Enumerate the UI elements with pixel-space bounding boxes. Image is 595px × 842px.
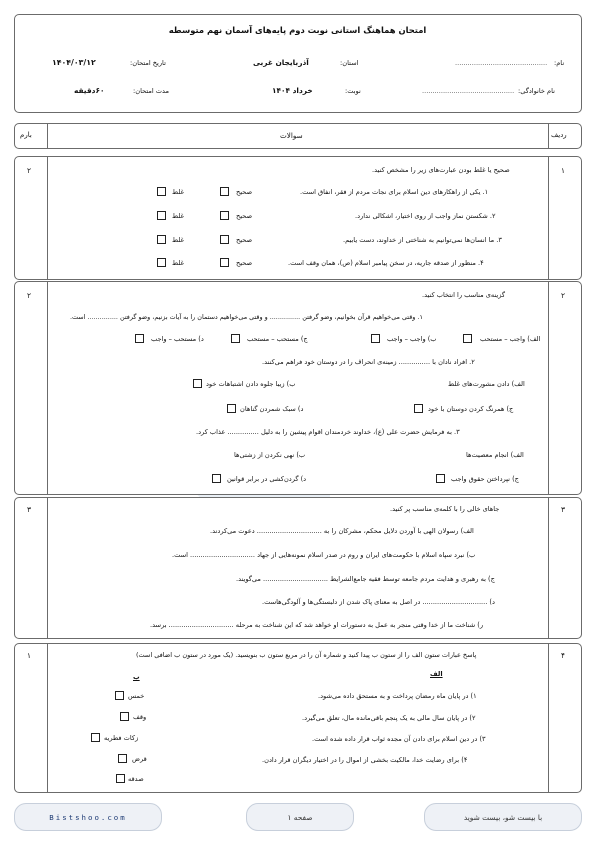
footer-slogan-text: با بیست شو، بیست شوید — [463, 812, 543, 822]
q4-b-checkbox-5[interactable] — [116, 774, 125, 783]
q4-b-item-3: زکات فطریه — [104, 734, 139, 742]
q1-false-label-1: غلط — [172, 188, 184, 196]
q1-item-2: ۲. شکستن نماز واجب از روی اختیار، اشکالی ندارد. — [355, 212, 496, 220]
q4-b-item-2: وقف — [133, 713, 147, 721]
q1-title: صحیح یا غلط بودن عبارت‌های زیر را مشخص کنید. — [372, 166, 510, 174]
q1-false-checkbox-1[interactable] — [157, 187, 166, 196]
family-field[interactable]: ............................................ — [422, 87, 515, 95]
q1-false-checkbox-4[interactable] — [157, 258, 166, 267]
q3-divider-right — [548, 497, 549, 639]
q2-divider-left — [47, 281, 48, 495]
header-score-label: بارم — [20, 131, 32, 139]
q4-a-item-3: ۳) در دین اسلام برای دادن آن مجده ثواب قرار داده شده است. — [312, 735, 486, 743]
province-value: آذربایجان غربی — [253, 58, 309, 67]
q1-true-label-1: صحیح — [236, 188, 253, 196]
turn-label: نوبت: — [345, 87, 361, 95]
turn-value: خرداد ۱۴۰۴ — [272, 86, 313, 95]
q4-col-a-header: الف — [430, 670, 443, 678]
q1-true-label-2: صحیح — [236, 212, 253, 220]
q2-s3-checkbox-d[interactable] — [212, 474, 221, 483]
q1-true-label-4: صحیح — [236, 259, 253, 267]
q1-true-checkbox-2[interactable] — [220, 211, 229, 220]
q2-s1-opt-a: الف) واجب – مستحب — [480, 335, 541, 343]
q1-divider-right — [548, 156, 549, 280]
q2-s3-opt-c: ج) نپرداختن حقوق واجب — [451, 475, 519, 483]
q2-title: گزینه‌ی مناسب را انتخاب کنید. — [422, 291, 506, 299]
q2-s2-opt-b: ب) زیبا جلوه دادن اشتباهات خود — [206, 380, 296, 388]
q2-divider-right — [548, 281, 549, 495]
q4-a-item-2: ۲) در پایان سال مالی به یک پنجم باقی‌مانده مال، تعلق می‌گیرد. — [302, 714, 476, 722]
q3-divider-left — [47, 497, 48, 639]
q2-s1-checkbox-d[interactable] — [135, 334, 144, 343]
date-label: تاریخ امتحان: — [130, 59, 166, 67]
q2-s1-opt-c: ج) مستحب – مستحب — [247, 335, 308, 343]
q1-false-checkbox-3[interactable] — [157, 235, 166, 244]
exam-title: امتحان هماهنگ استانی نوبت دوم پایه‌های آسمان نهم متوسطه — [168, 25, 427, 35]
q1-false-label-3: غلط — [172, 236, 184, 244]
q1-true-checkbox-1[interactable] — [220, 187, 229, 196]
footer-site-text: Bistshoo.com — [49, 812, 127, 822]
q1-false-label-4: غلط — [172, 259, 184, 267]
q4-col-b-header: ب — [133, 673, 140, 681]
q4-title: پاسخ عبارات ستون الف را از ستون ب پیدا کنید و شماره آن را در مربع ستون ب بنویسید. (یک مورد در ستون ب اضافی است) — [136, 651, 477, 659]
q3-item-b: ب) نبرد سپاه اسلام با حکومت‌های ایران و روم در صدر اسلام نمونه‌هایی از جهاد ............................... است. — [172, 551, 476, 559]
date-value: ۱۴۰۴/۰۳/۱۲ — [52, 58, 96, 67]
province-label: استان: — [340, 59, 359, 67]
q2-s3: ۳. به فرمایش حضرت علی (ع)، خداوند خردمندان اقوام پیشین را به دلیل ............... عذاب کرد. — [196, 428, 460, 436]
question-4-box — [14, 643, 582, 793]
q2-s3-opt-d: د) گردن‌کشی در برابر قوانین — [227, 475, 307, 483]
name-label: نام: — [554, 59, 565, 67]
q2-s1-checkbox-c[interactable] — [231, 334, 240, 343]
q3-item-a: الف) رسولان الهی با آوردن دلایل محکم، مشرکان را به ............................... دعوت می‌کردند. — [210, 527, 474, 535]
q4-b-item-4: قرض — [132, 755, 147, 763]
footer-page-text: صفحه ۱ — [287, 812, 313, 822]
q1-true-checkbox-4[interactable] — [220, 258, 229, 267]
q2-s2-checkbox-c[interactable] — [414, 404, 423, 413]
family-label: نام خانوادگی: — [518, 87, 555, 95]
q1-score: ۲ — [27, 166, 31, 175]
q2-s2-opt-a: الف) دادن مشورت‌های غلط — [448, 380, 525, 388]
q2-s3-opt-a: الف) انجام معصیت‌ها — [466, 451, 524, 459]
duration-value: ۶۰دقیقه — [74, 86, 105, 95]
q3-number: ۳ — [561, 505, 565, 514]
q1-item-4: ۴. منظور از صدقه جاریه، در سخن پیامبر اسلام (ص)، همان وقف است. — [288, 259, 484, 267]
q2-s3-checkbox-c[interactable] — [436, 474, 445, 483]
q3-score: ۳ — [27, 505, 31, 514]
q3-item-c: ج) به رهبری و هدایت مردم جامعه توسط فقیه جامع‌الشرایط ............................... می‌گویند. — [236, 575, 495, 583]
q4-b-checkbox-4[interactable] — [118, 754, 127, 763]
q4-a-item-1: ۱) در پایان ماه رمضان پرداخت و به مستحق داده می‌شود. — [318, 692, 477, 700]
q2-s1-checkbox-a[interactable] — [463, 334, 472, 343]
q3-title: جاهای خالی را با کلمه‌ی مناسب پر کنید. — [390, 505, 500, 513]
q1-divider-left — [47, 156, 48, 280]
q4-b-item-5: صدقه — [128, 775, 144, 783]
header-row-label: ردیف — [551, 131, 567, 139]
q2-s1-opt-b: ب) واجب – واجب — [387, 335, 437, 343]
q3-item-d: د) ............................... در اصل به معنای پاک شدن از دلبستگی‌ها و آلودگی‌هاست. — [262, 598, 495, 606]
q1-item-1: ۱. یکی از راهکارهای دین اسلام برای نجات مردم از فقر، انفاق است. — [300, 188, 489, 196]
q2-s1: ۱. وقتی می‌خواهیم قرآن بخوانیم، وضو گرفتن ............... و وقتی می‌خواهیم دستمان را به آیات بزنیم، وضو گرفتن ............... است. — [70, 313, 423, 321]
q1-item-3: ۳. ما انسان‌ها نمی‌توانیم به شناختی از خداوند، دست یابیم. — [343, 236, 502, 244]
header-questions-label: سوالات — [280, 131, 303, 140]
footer-site[interactable] — [14, 803, 162, 831]
q2-s3-opt-b: ب) نهی نکردن از زشتی‌ها — [234, 451, 306, 459]
q2-score: ۲ — [27, 291, 31, 300]
q4-divider-right — [548, 643, 549, 793]
table-header-divider-right — [548, 123, 549, 149]
q2-s2: ۲. افراد نادان با ............... زمینه‌ی انحراف را در دوستان خود فراهم می‌کنند. — [262, 358, 475, 366]
q4-b-checkbox-2[interactable] — [120, 712, 129, 721]
q1-true-label-3: صحیح — [236, 236, 253, 244]
name-field[interactable]: ............................................ — [455, 59, 548, 67]
q2-s2-checkbox-b[interactable] — [193, 379, 202, 388]
duration-label: مدت امتحان: — [133, 87, 169, 95]
q2-s2-opt-c: ج) همرنگ کردن دوستان با خود — [428, 405, 514, 413]
footer-slogan — [424, 803, 582, 831]
q2-s1-checkbox-b[interactable] — [371, 334, 380, 343]
q2-s2-opt-d: د) سبک شمردن گناهان — [240, 405, 304, 413]
q4-number: ۴ — [561, 651, 565, 660]
q2-number: ۲ — [561, 291, 565, 300]
footer-page — [246, 803, 354, 831]
table-header-divider-left — [47, 123, 48, 149]
q1-true-checkbox-3[interactable] — [220, 235, 229, 244]
q4-a-item-4: ۴) برای رضایت خدا، مالکیت بخشی از اموال را در اختیار دیگران قرار دادن. — [262, 756, 468, 764]
q1-false-label-2: غلط — [172, 212, 184, 220]
q2-s2-checkbox-d[interactable] — [227, 404, 236, 413]
q4-b-checkbox-3[interactable] — [91, 733, 100, 742]
q4-score: ۱ — [27, 651, 31, 660]
q1-number: ۱ — [561, 166, 565, 175]
q1-false-checkbox-2[interactable] — [157, 211, 166, 220]
q2-s1-opt-d: د) مستحب – واجب — [151, 335, 204, 343]
q3-item-e: ر) شناخت ما از خدا وقتی منجر به عمل به دستورات او خواهد شد که این شناخت به مرحله ............................... برسد. — [150, 621, 484, 629]
q4-b-checkbox-1[interactable] — [115, 691, 124, 700]
q4-divider-left — [47, 643, 48, 793]
question-3-box — [14, 497, 582, 639]
q4-b-item-1: خمس — [128, 692, 145, 700]
